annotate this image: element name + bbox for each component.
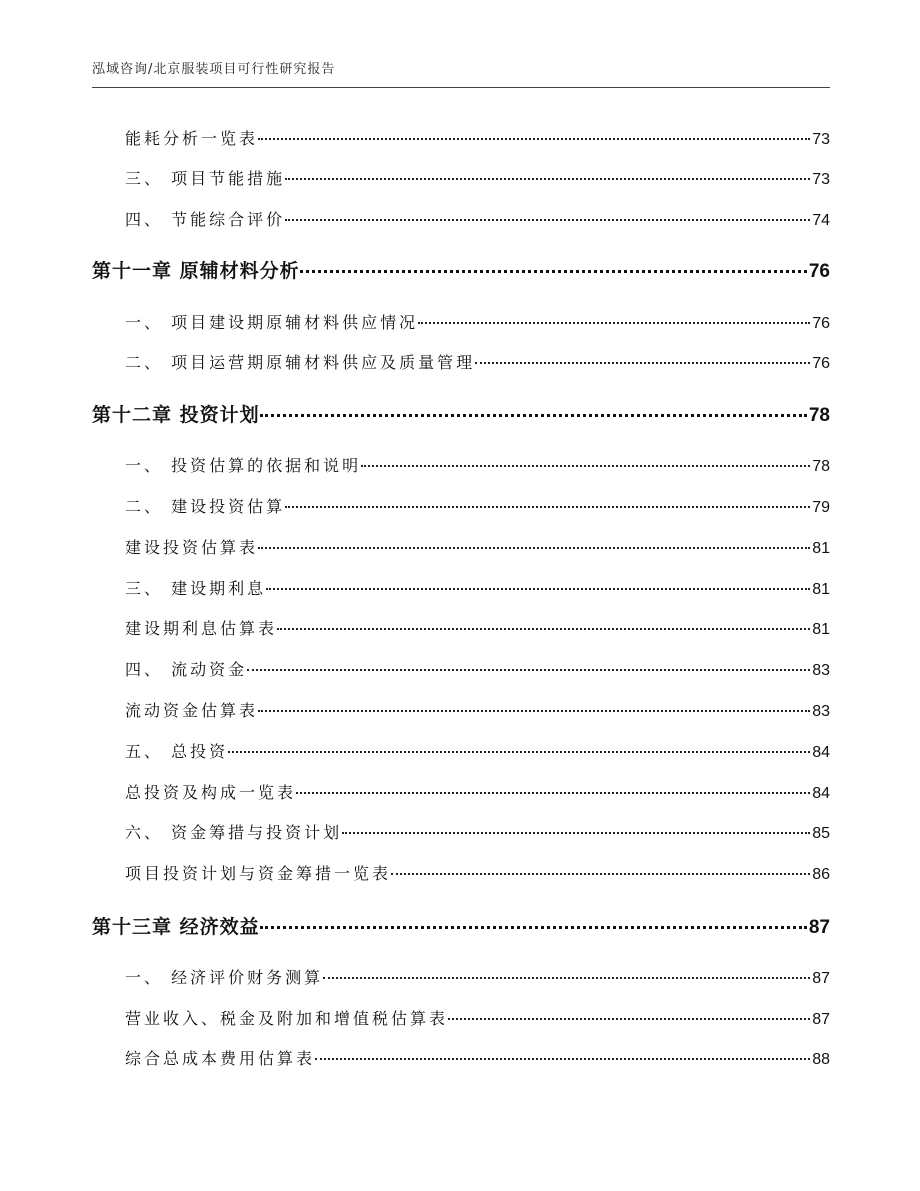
toc-page-number: 73 [812,131,830,148]
running-header: 泓域咨询/北京服装项目可行性研究报告 [92,58,830,88]
toc-section-entry[interactable] [125,1006,830,1029]
toc-entry-title: 三、 建设期利息 [125,579,267,598]
toc-leader-dots [448,1018,810,1020]
toc-leader-dots [361,465,810,467]
toc-page-number: 81 [812,621,830,638]
toc-section-entry[interactable] [125,166,830,189]
toc-page-number: 79 [812,499,830,516]
toc-leader-dots [285,219,810,221]
toc-entry-title: 第十三章 经济效益 [92,916,260,938]
toc-leader-dots [285,178,810,180]
toc-section-entry[interactable] [125,126,830,149]
toc-entry-title: 一、 经济评价财务测算 [125,968,324,987]
toc-leader-dots [296,792,810,794]
toc-chapter-entry[interactable] [92,400,830,427]
toc-section-entry[interactable] [125,494,830,517]
toc-leader-dots [277,628,810,630]
toc-page-number: 87 [812,1011,830,1028]
toc-section-entry[interactable] [125,535,830,558]
toc-leader-dots [258,547,810,549]
toc-section-entry[interactable] [125,310,830,333]
toc-leader-dots [285,506,810,508]
toc-entry-title: 建设期利息估算表 [125,619,278,638]
toc-section-entry[interactable] [125,965,830,988]
toc-page-number: 87 [812,970,830,987]
toc-section-entry[interactable] [125,861,830,884]
toc-entry-title: 六、 资金筹措与投资计划 [125,823,343,842]
toc-leader-dots [258,710,810,712]
toc-section-entry[interactable] [125,739,830,762]
toc-section-entry[interactable] [125,350,830,373]
toc-page-number: 81 [812,581,830,598]
toc-entry-title: 综合总成本费用估算表 [125,1049,316,1068]
toc-section-entry[interactable] [125,820,830,843]
toc-chapter-entry[interactable] [92,912,830,939]
toc-entry-title: 五、 总投资 [125,742,229,761]
toc-page-number: 78 [808,405,830,426]
toc-section-entry[interactable] [125,616,830,639]
toc-entry-title: 流动资金估算表 [125,701,259,720]
toc-leader-dots [266,588,810,590]
toc-entry-title: 能耗分析一览表 [125,129,259,148]
toc-entry-title: 营业收入、税金及附加和增值税估算表 [125,1009,449,1028]
toc-chapter-entry[interactable] [92,256,830,283]
toc-entry-title: 二、 项目运营期原辅材料供应及质量管理 [125,353,476,372]
toc-entry-title: 三、 项目节能措施 [125,169,286,188]
toc-entry-title: 项目投资计划与资金筹措一览表 [125,864,392,883]
toc-page-number: 83 [812,662,830,679]
toc-section-entry[interactable] [125,780,830,803]
toc-page-number: 83 [812,703,830,720]
toc-entry-title: 总投资及构成一览表 [125,783,297,802]
toc-page-number: 81 [812,540,830,557]
toc-section-entry[interactable] [125,453,830,476]
toc-page-number: 76 [808,261,830,282]
toc-entry-title: 一、 投资估算的依据和说明 [125,456,362,475]
toc-entry-title: 四、 节能综合评价 [125,210,286,229]
toc-page-number: 73 [812,171,830,188]
toc-page-number: 87 [808,917,830,938]
toc-section-entry[interactable] [125,698,830,721]
toc-section-entry[interactable] [125,207,830,230]
toc-section-entry[interactable] [125,576,830,599]
toc-entry-title: 二、 建设投资估算 [125,497,286,516]
toc-leader-dots [228,751,810,753]
toc-page-number: 88 [812,1051,830,1068]
toc-entry-title: 四、 流动资金 [125,660,248,679]
toc-page-number: 74 [812,212,830,229]
toc-entry-title: 第十一章 原辅材料分析 [92,260,300,282]
toc-page-number: 84 [812,785,830,802]
toc-page-number: 76 [812,355,830,372]
toc-entry-title: 建设投资估算表 [125,538,259,557]
toc-leader-dots [260,926,807,929]
toc-leader-dots [315,1058,810,1060]
toc-leader-dots [300,270,807,273]
toc-leader-dots [260,414,807,417]
toc-leader-dots [391,873,810,875]
toc-leader-dots [418,322,810,324]
toc-page-number: 85 [812,825,830,842]
toc-section-entry[interactable] [125,1046,830,1069]
toc-leader-dots [258,138,810,140]
toc-page-number: 76 [812,315,830,332]
toc-page-number: 84 [812,744,830,761]
toc-leader-dots [342,832,810,834]
toc-entry-title: 第十二章 投资计划 [92,404,260,426]
toc-page-number: 86 [812,866,830,883]
toc-page-number: 78 [812,458,830,475]
toc-entry-title: 一、 项目建设期原辅材料供应情况 [125,313,419,332]
toc-section-entry[interactable] [125,657,830,680]
toc-leader-dots [475,362,810,364]
toc-leader-dots [323,977,810,979]
toc-leader-dots [247,669,810,671]
